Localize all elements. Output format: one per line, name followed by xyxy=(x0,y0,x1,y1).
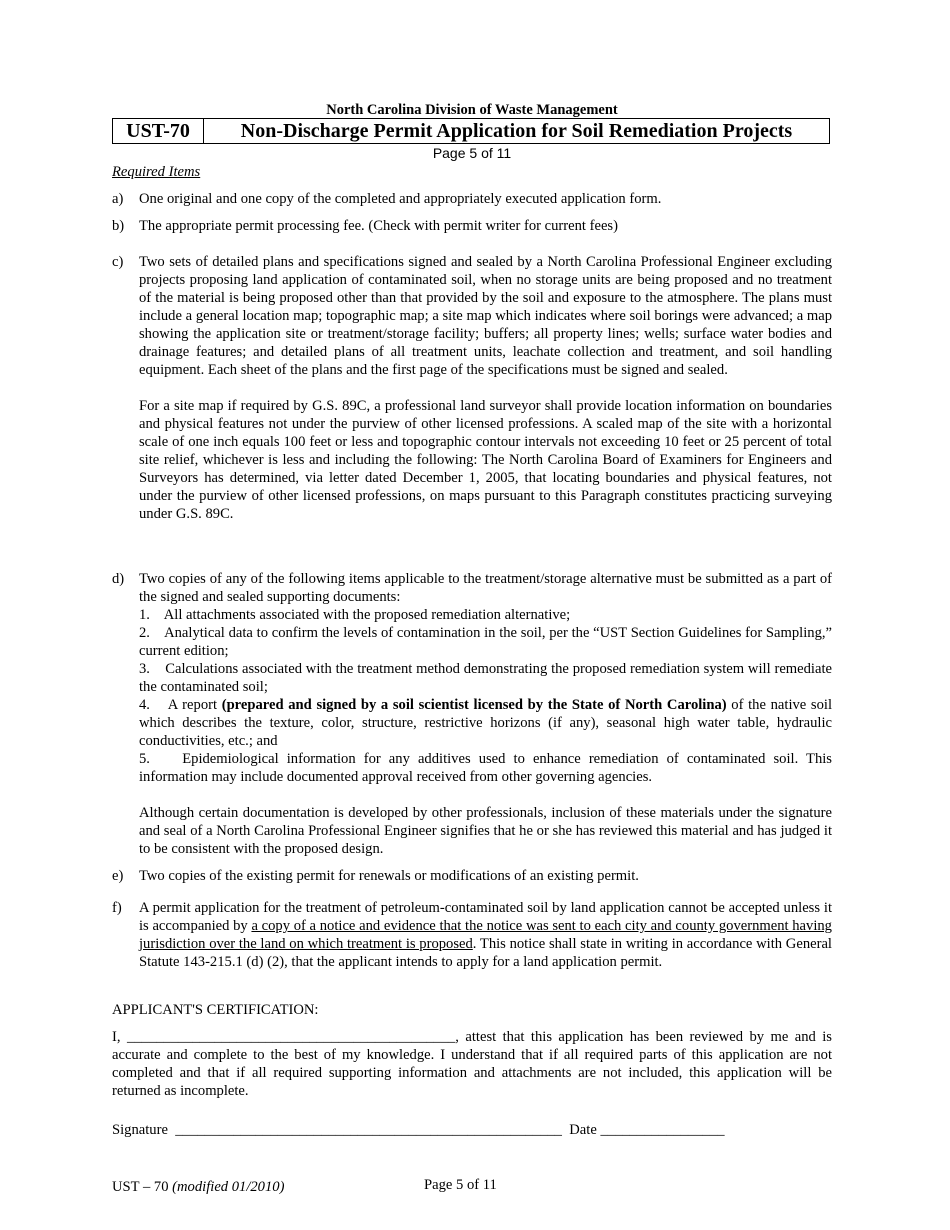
form-code: UST – 70 xyxy=(112,1179,173,1195)
notice-requirement: a copy of a notice and evidence that the notice was sent to each city and county government having jurisdiction over the land on which treatment is proposed xyxy=(139,918,832,952)
required-item-c xyxy=(112,253,832,523)
supporting-docs-intro: Two copies of any of the following items applicable to the treatment/storage alternative must be submitted as a part of the signed and sealed supporting documents: xyxy=(139,571,832,605)
required-item-a xyxy=(112,190,832,208)
page-number-header: Page 5 of 11 xyxy=(432,145,512,161)
date-label: Date xyxy=(569,1122,597,1138)
cert-prefix: I, xyxy=(112,1029,127,1045)
item-label: e) xyxy=(112,868,124,884)
item-label: f) xyxy=(112,900,122,916)
sub-item-5: 5. Epidemiological information for any additives used to enhance remediation of contaminated soil. This information may include documented approval received from other governing agencies. xyxy=(139,751,836,785)
sub-item-3: 3. Calculations associated with the treatment method demonstrating the proposed remediation system will remediate the contaminated soil; xyxy=(139,661,836,695)
notice-statute: . This notice shall state in writing in accordance with General Statute 143-215.1 (d) (2), that the applicant intends to apply for a land application permit. xyxy=(139,936,832,970)
required-items-heading: Required Items xyxy=(112,164,201,180)
signature-row xyxy=(112,1121,832,1139)
date-field[interactable]: _________________ xyxy=(600,1122,725,1138)
required-item-d xyxy=(112,570,836,858)
footer-form-code xyxy=(112,1178,284,1196)
item-text: Two copies of the existing permit for renewals or modifications of an existing permit. xyxy=(139,868,639,884)
sub-item-1: 1. All attachments associated with the proposed remediation alternative; xyxy=(139,607,571,623)
sub-item-4-rest: of the native soil which describes the texture, color, structure, restrictive horizons (if any), seasonal high water table, hydraulic conductivities, etc.; and xyxy=(139,697,836,749)
applicant-certification-heading: APPLICANT'S CERTIFICATION: xyxy=(112,1002,319,1018)
item-label: d) xyxy=(112,571,125,587)
engineer-review-paragraph: Although certain documentation is developed by other professionals, inclusion of these materials under the signature and seal of a North Carolina Professional Engineer signifies that he or she has reviewed this material and has judged it to be consistent with the proposed design. xyxy=(139,805,832,857)
certification-statement xyxy=(112,1028,832,1100)
item-label: c) xyxy=(112,254,124,270)
site-map-paragraph: For a site map if required by G.S. 89C, a professional land surveyor shall provide location information on boundaries and physical features not under the purview of other licensed professions. A scaled map of the site with a horizontal scale of one inch equals 100 feet or less and topographic contour intervals not exceeding 10 feet or 25 percent of total site relief, whichever is less and including the following: The North Carolina Board of Examiners for Engineers and Surveyors has determined, via letter dated December 1, 2005, that locating boundaries and physical features, not under the purview of other licensed professions, on maps pursuant to this Paragraph constitutes practicing surveying under G.S. 89C. xyxy=(139,398,832,522)
modified-date: (modified 01/2010) xyxy=(172,1179,285,1195)
soil-scientist-requirement: (prepared and signed by a soil scientist licensed by the State of North Carolina) xyxy=(221,697,727,713)
item-text xyxy=(139,253,832,523)
item-text xyxy=(139,899,832,971)
notice-lead: A permit application for the treatment of petroleum-contaminated soil by land application cannot be accepted unless it is accompanied by xyxy=(139,900,832,934)
form-title-box xyxy=(112,118,830,144)
sub-item-4-lead: 4. A report xyxy=(139,697,222,713)
sub-item-2: 2. Analytical data to confirm the levels of contamination in the soil, per the “UST Section Guidelines for Sampling,” current edition; xyxy=(139,625,836,659)
form-id: UST-70 xyxy=(113,119,204,143)
sub-item-4 xyxy=(139,696,836,750)
item-text: The appropriate permit processing fee. (Check with permit writer for current fees) xyxy=(139,218,618,234)
form-title: Non-Discharge Permit Application for Soil Remediation Projects xyxy=(240,120,793,142)
required-item-b xyxy=(112,217,832,235)
required-item-e xyxy=(112,867,832,885)
engineer-plans-paragraph: Two sets of detailed plans and specifications signed and sealed by a North Carolina Professional Engineer excluding projects proposing land application of contaminated soil, when no storage units are being proposed and no treatment of the material is being proposed other than that provided by the soil and exposure to the atmosphere. The plans must include a general location map; topographic map; a site map which indicates where soil borings were advanced; a map showing the application site or treatment/storage facility; buffers; all property lines; wells; surface water bodies and drainage features; and detailed plans of all treatment units, leachate collection and treatment, and soil handling equipment. Each sheet of the plans and the first page of the specifications must be signed and sealed. xyxy=(139,254,832,378)
item-text xyxy=(139,570,836,858)
item-label: b) xyxy=(112,218,125,234)
applicant-name-field[interactable]: _____________________________________________ xyxy=(126,1029,456,1045)
signature-label: Signature xyxy=(112,1122,168,1138)
agency-name: North Carolina Division of Waste Management xyxy=(326,102,618,118)
footer-page-number: Page 5 of 11 xyxy=(424,1177,497,1193)
item-text: One original and one copy of the completed and appropriately executed application form. xyxy=(139,191,662,207)
item-label: a) xyxy=(112,191,124,207)
signature-field[interactable]: _____________________________________________________ xyxy=(175,1122,562,1138)
required-item-f xyxy=(112,899,832,971)
cert-attestation: , attest that this application has been reviewed by me and is accurate and complete to the best of my knowledge. I understand that if all required parts of this application are not completed and that if all required supporting information and attachments are not included, this application will be returned as incomplete. xyxy=(112,1029,832,1099)
